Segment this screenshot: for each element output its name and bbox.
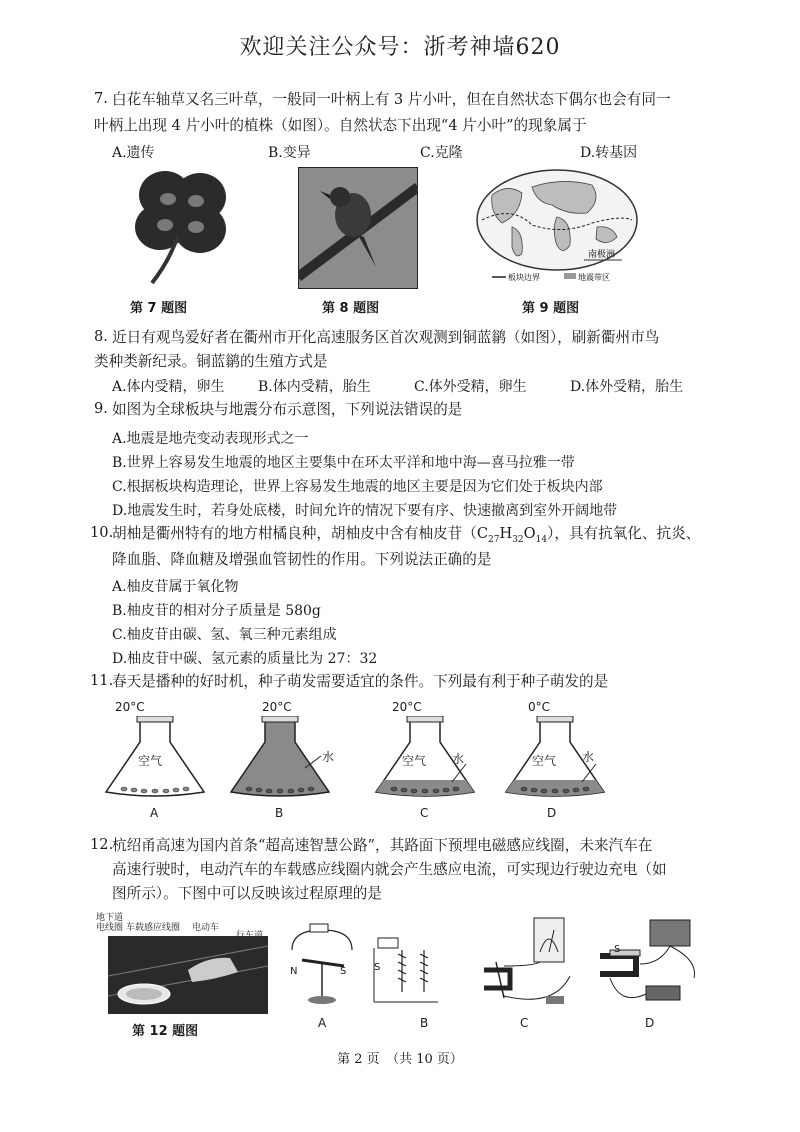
flask-b-label: B (275, 806, 284, 820)
flask-d-air: 空气 (532, 754, 557, 768)
q7-option-b: B.变异 (268, 145, 311, 161)
flask-a-temp: 20°C (115, 700, 145, 714)
flask-d-water: 水 (582, 750, 595, 764)
q11-number: 11. (90, 672, 114, 689)
q12-line2: 高速行驶时，电动汽车的车载感应线圈内就会产生感应电流，可实现边行驶边充电（如 (112, 861, 667, 878)
flask-b (225, 716, 335, 800)
bird-photo (298, 167, 418, 289)
fig12-label-underground2: 电线圈 (96, 923, 124, 933)
q9-number: 9. (94, 400, 108, 417)
flask-a-label: A (150, 806, 159, 820)
q12-line1: 杭绍甬高速为国内首条“超高速智慧公路”，其路面下预埋电磁感应线圈，未来汽车在 (112, 837, 653, 854)
q7-number: 7. (94, 90, 108, 107)
q7-option-c: C.克隆 (420, 145, 463, 161)
highway-charging-photo (108, 936, 268, 1014)
q8-number: 8. (94, 328, 108, 345)
flask-c-label: C (420, 806, 429, 820)
flask-d-label: D (547, 806, 557, 820)
q11-line1: 春天是播种的好时机，种子萌发需要适宜的条件。下列最有利于种子萌发的是 (112, 673, 609, 690)
q9-line1: 如图为全球板块与地震分布示意图，下列说法错误的是 (112, 401, 463, 418)
flask-c-temp: 20°C (392, 700, 422, 714)
clover-figure (120, 165, 240, 290)
q9-option-a: A.地震是地壳变动表现形式之一 (112, 431, 309, 447)
fig12-label-ev: 电动车 (192, 923, 220, 933)
q10-number: 10. (90, 524, 114, 541)
q8-option-a: A.体内受精，卵生 (112, 379, 225, 395)
option-a-n: N (290, 966, 298, 977)
page-header: 欢迎关注公众号：浙考神墙620 (239, 35, 561, 60)
q12-option-d: D (645, 1016, 655, 1030)
q10-line1: 胡柚是衢州特有的地方柑橘良种，胡柚皮中含有柚皮苷$(C_{27}H_{32}O_{14})$，具有抗氧化、抗炎、 (112, 525, 701, 545)
q12-option-c: C (520, 1016, 529, 1030)
q8-option-c: C.体外受精，卵生 (414, 379, 527, 395)
q10-option-a: A.柚皮苷属于氧化物 (112, 579, 239, 595)
page-footer: 第 2 页 （共 10 页） (337, 1052, 463, 1067)
q8-line2: 类种类新纪录。铜蓝鹟的生殖方式是 (94, 353, 328, 370)
option-a-s: S (340, 966, 347, 977)
flask-a-air: 空气 (138, 754, 163, 768)
flask-c-water: 水 (452, 752, 465, 766)
q9-option-c: C.根据板块构造理论，世界上容易发生地震的地区主要是因为它们处于板块内部 (112, 479, 603, 495)
q7-option-d: D.转基因 (580, 145, 638, 161)
q7-option-a: A.遗传 (112, 145, 155, 161)
fig12-label-car-coil: 车载感应线圈 (126, 923, 181, 933)
world-plate-map (472, 165, 642, 290)
q8-line1: 近日有观鸟爱好者在衢州市开化高速服务区首次观测到铜蓝鹟（如图），刷新衢州市鸟 (112, 329, 660, 346)
q10-option-c: C.柚皮苷由碳、氢、氧三种元素组成 (112, 627, 337, 643)
q7-line2: 叶柄上出现 4 片小叶的植株（如图）。自然状态下出现“4 片小叶”的现象属于 (94, 117, 587, 134)
flask-d-temp: 0°C (528, 700, 551, 714)
q12-option-a: A (318, 1016, 327, 1030)
q10-option-d: D.柚皮苷中碳、氢元素的质量比为 27：32 (112, 651, 378, 667)
option-d-s: S (614, 944, 621, 955)
fig9-caption: 第 9 题图 (522, 301, 580, 316)
fig12-label-underground: 地下道 (96, 913, 124, 923)
option-c-induction (474, 916, 584, 1012)
option-b-s: S (374, 962, 381, 973)
q10-option-b: B.柚皮苷的相对分子质量是 580g (112, 603, 321, 619)
q7-line1: 白花车轴草又名三叶草，一般同一叶柄上有 3 片小叶，但在自然状态下偶尔也会有同一 (112, 91, 671, 108)
q12-line3: 图所示）。下图中可以反映该过程原理的是 (112, 885, 382, 902)
q12-number: 12. (90, 836, 114, 853)
q9-option-d: D.地震发生时，若身处底楼，时间允许的情况下要有序、快速撤离到室外开阔地带 (112, 503, 618, 519)
map-legend-boundary: 板块边界 (508, 273, 540, 282)
q9-option-b: B.世界上容易发生地震的地区主要集中在环太平洋和地中海—喜马拉雅一带 (112, 455, 575, 471)
q12-option-b: B (420, 1016, 429, 1030)
fig7-caption: 第 7 题图 (130, 301, 188, 316)
q10-line2: 降血脂、降血糖及增强血管韧性的作用。下列说法正确的是 (112, 551, 492, 568)
fig8-caption: 第 8 题图 (322, 301, 380, 316)
flask-b-water: 水 (322, 750, 335, 764)
option-d-motor (590, 916, 710, 1012)
fig12-caption: 第 12 题图 (132, 1024, 199, 1039)
map-south-label: 南极洲 (588, 250, 616, 260)
flask-b-temp: 20°C (262, 700, 292, 714)
map-legend-quake: 地震带区 (578, 273, 610, 282)
q8-option-d: D.体外受精，胎生 (570, 379, 684, 395)
flask-c-air: 空气 (402, 754, 427, 768)
option-a-oersted (282, 920, 362, 1010)
q8-option-b: B.体内受精，胎生 (258, 379, 371, 395)
